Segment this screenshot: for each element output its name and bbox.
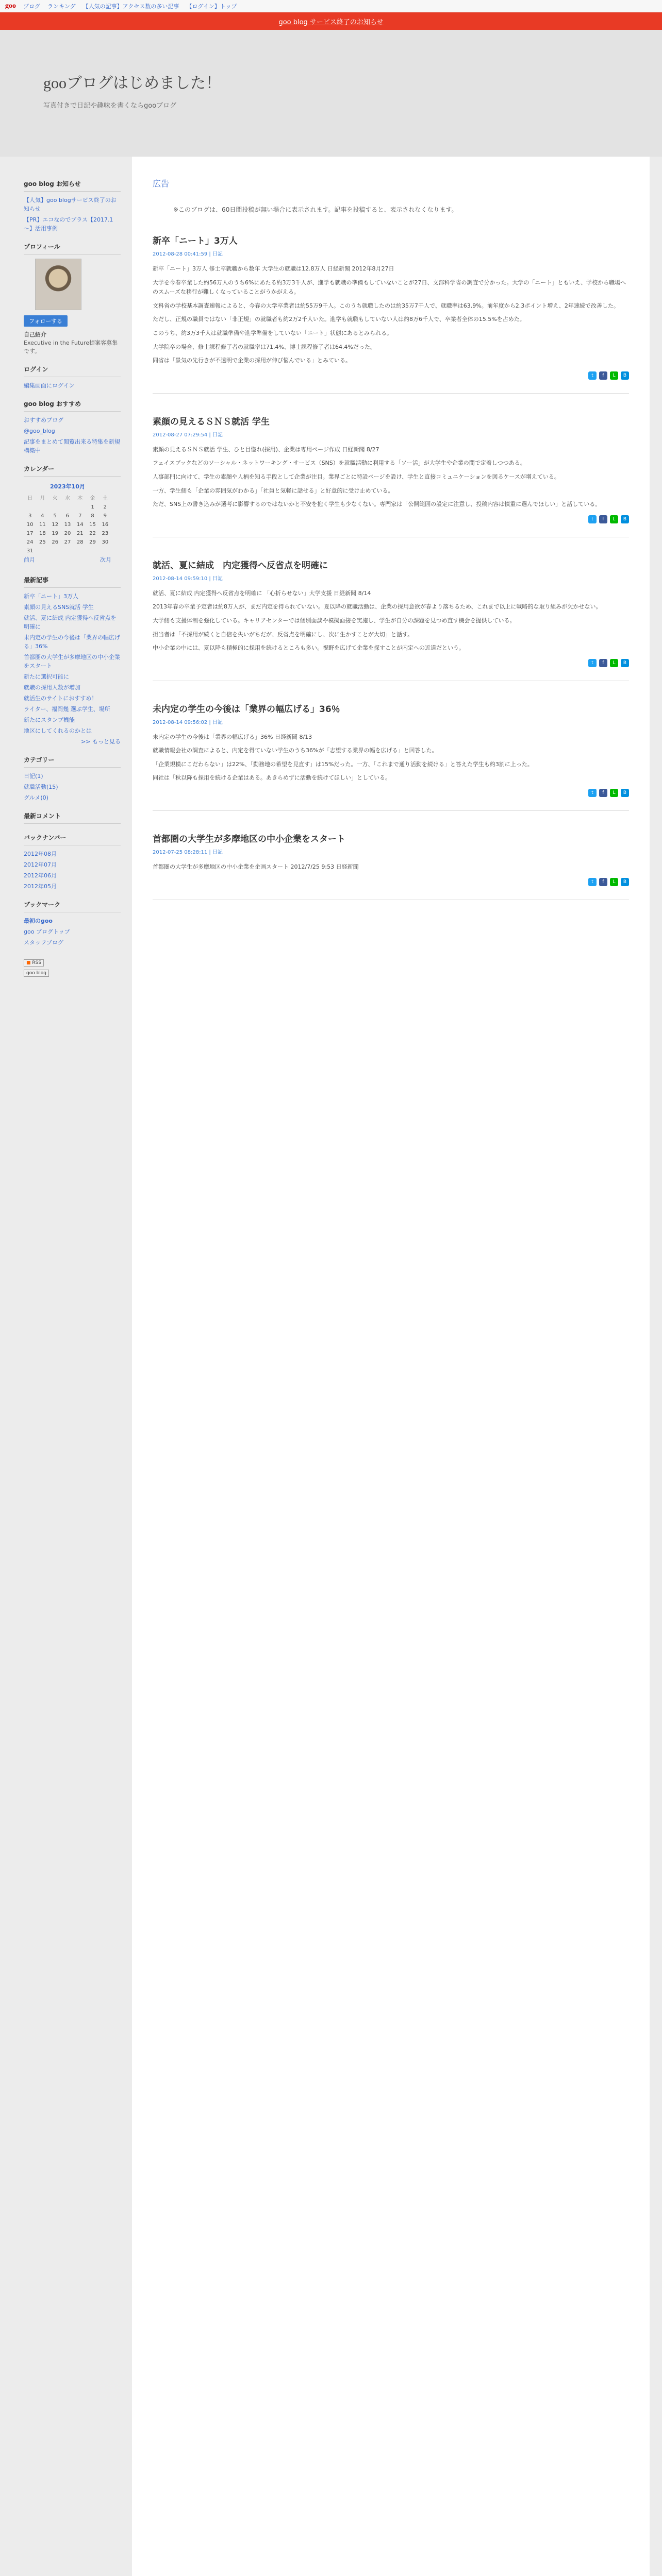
recommend-item[interactable]: おすすめブログ xyxy=(24,417,64,423)
calendar-prev-link[interactable]: 前月 xyxy=(24,556,35,563)
backnumber-item[interactable]: 2012年07月 xyxy=(24,861,57,868)
post-paragraph: 中小企業の中には、夏以降も積極的に採用を続けるところも多い。視野を広げて企業を探すことが内定への近道だという。 xyxy=(153,645,465,652)
facebook-icon[interactable]: f xyxy=(599,371,607,380)
post-paragraph: フェイスブックなどのソーシャル・ネットワーキング・サービス（SNS）を就職活動に利用する「ソー活」が大学生や企業の間で定着しつつある。 xyxy=(153,460,526,467)
calendar-day: 14 xyxy=(76,522,84,528)
post-title[interactable]: 素顔の見えるＳＮＳ就活 学生 xyxy=(153,416,270,427)
twitter-icon[interactable]: t xyxy=(588,515,597,523)
facebook-icon[interactable]: f xyxy=(599,659,607,667)
sidebar-heading-bookmark: ブックマーク xyxy=(24,900,121,912)
post-paragraph: 「企業規模にこだわらない」は22%、「勤務地の希望を見直す」は15%だった。一方、「これまで通り活動を続ける」と答えた学生も約3割に上った。 xyxy=(153,760,533,768)
post-paragraph: 一方、学生側も「企業の雰囲気がわかる」「社員と気軽に話せる」と好意的に受け止めている。 xyxy=(153,487,394,494)
recommend-item[interactable]: 記事をまとめて閲覧出来る特集を新規構築中 xyxy=(24,438,120,454)
sidebar xyxy=(24,157,121,2576)
calendar-day-head: 金 xyxy=(90,496,95,501)
line-icon[interactable]: L xyxy=(610,878,618,886)
sidebar-heading-category: カテゴリー xyxy=(24,755,121,768)
facebook-icon[interactable]: f xyxy=(599,515,607,523)
calendar-day: 18 xyxy=(39,531,46,536)
profile-label: 自己紹介 xyxy=(24,331,46,338)
calendar-day: 1 xyxy=(91,504,94,510)
post-paragraph: 就活、夏に結成 内定獲得へ反省点を明確に 「心折らせない」大学支援 日経新聞 8/14 xyxy=(153,589,371,597)
ad-label: 広告 xyxy=(153,179,170,189)
line-icon[interactable]: L xyxy=(610,789,618,797)
post-body xyxy=(153,733,629,783)
notice-item[interactable]: 【人気】goo blogサービス終了のお知らせ xyxy=(24,197,117,212)
share-buttons xyxy=(153,658,629,667)
post-title[interactable]: 新卒「ニート」3万人 xyxy=(153,236,238,246)
calendar-day: 5 xyxy=(53,513,57,519)
calendar-next-link[interactable]: 次月 xyxy=(100,556,111,563)
calendar-day: 25 xyxy=(39,539,46,545)
calendar-day: 15 xyxy=(89,522,96,528)
facebook-icon[interactable]: f xyxy=(599,878,607,886)
topbar-link-popular[interactable]: 【人気の記事】アクセス数の多い記事 xyxy=(82,3,179,10)
main-content xyxy=(132,157,650,2576)
calendar-day xyxy=(61,547,74,555)
post-paragraph: 文科省の学校基本調査速報によると、今春の大学卒業者は約55万9千人。このうち就職したのは約35万7千人で、就職率は63.9%。前年度から2.3ポイント増え、2年連続で改善した。 xyxy=(153,302,619,309)
calendar-day-head: 水 xyxy=(64,496,70,501)
post-body xyxy=(153,445,629,510)
calendar-day xyxy=(99,547,111,555)
topbar-link-login[interactable]: 【ログイン】トップ xyxy=(186,3,237,10)
rss-button[interactable] xyxy=(24,959,44,967)
calendar-day: 26 xyxy=(52,539,59,545)
recommend-item[interactable]: @goo_blog xyxy=(24,428,55,434)
blog-header xyxy=(0,30,662,157)
backnumber-item[interactable]: 2012年06月 xyxy=(24,872,57,879)
calendar-day: 31 xyxy=(26,548,34,554)
post xyxy=(153,558,629,681)
post-paragraph: 大学側も支援体制を強化している。キャリアセンターでは個別面談や模擬面接を実施し、学生が自分の課題を見つめ直す機会を提供している。 xyxy=(153,617,516,624)
post-paragraph: 人事部門に向けて、学生の素顔や人柄を知る手段として企業が注目。業界ごとに特設ページを設け、学生と直接コミュニケーションを図るケースが増えている。 xyxy=(153,473,560,480)
recent-item[interactable]: 就活生のサイトにおすすめ！ xyxy=(24,695,97,702)
calendar-day xyxy=(36,547,48,555)
sidebar-heading-recommend: goo blog おすすめ xyxy=(24,399,121,412)
recent-item[interactable]: 素顔の見えるSNS就活 学生 xyxy=(24,604,94,611)
share-buttons xyxy=(153,515,629,523)
recent-item[interactable]: 就職の採用人数が増加 xyxy=(24,684,80,691)
sidebar-heading-calendar: カレンダー xyxy=(24,464,121,477)
topbar-link-blog[interactable]: ブログ xyxy=(23,3,40,10)
post-divider xyxy=(153,393,629,394)
recent-item[interactable]: 新卒「ニート」3万人 xyxy=(24,593,78,600)
post-paragraph: このうち、約3万3千人は就職準備や進学準備をしていない「ニート」状態にあるとみられる。 xyxy=(153,329,392,336)
post xyxy=(153,702,629,811)
calendar-day: 27 xyxy=(64,539,71,545)
calendar-day-head: 火 xyxy=(52,496,58,501)
calendar-day: 21 xyxy=(76,531,84,536)
sidebar-heading-notice: goo blog お知らせ xyxy=(24,179,121,192)
twitter-icon[interactable]: t xyxy=(588,878,597,886)
recent-item[interactable]: 首都圏の大学生が多摩地区の中小企業をスタート xyxy=(24,654,120,669)
calendar-day xyxy=(86,547,98,555)
calendar xyxy=(24,481,111,555)
topbar-link-ranking[interactable]: ランキング xyxy=(47,3,76,10)
notice-item[interactable]: 【PR】エコなのでプラス【2017.1～】活用事例 xyxy=(24,216,113,232)
service-notice-banner xyxy=(0,12,662,30)
post-paragraph: 大学院卒の場合、修士課程修了者の就職率は71.4%、博士課程修了者は64.4%だった。 xyxy=(153,343,376,350)
post-paragraph: 就職情報会社の調査によると、内定を得ていない学生のうち36%が「志望する業界の幅を広げる」と回答した。 xyxy=(153,747,438,754)
hatena-icon[interactable]: B xyxy=(621,789,629,797)
backnumber-item[interactable]: 2012年05月 xyxy=(24,883,57,890)
calendar-day: 4 xyxy=(41,513,44,519)
calendar-day-head: 土 xyxy=(102,496,108,501)
rss-label: RSS xyxy=(32,960,42,965)
service-notice-link[interactable]: goo blog サービス終了のお知らせ xyxy=(278,18,384,26)
hatena-icon[interactable]: B xyxy=(621,515,629,523)
blog-subtitle: 写真付きで日記や趣味を書くならgooブログ xyxy=(43,102,177,110)
calendar-day: 6 xyxy=(65,513,70,519)
calendar-day: 16 xyxy=(102,522,109,528)
calendar-day: 23 xyxy=(102,531,109,536)
calendar-day: 10 xyxy=(26,522,34,528)
rss-icon: ■ xyxy=(26,960,31,965)
calendar-day-head: 月 xyxy=(40,496,45,501)
post-paragraph: ただし、正規の職員ではない「非正規」の就職者も約2万2千人いた。進学も就職もしていない人は約8万6千人で、卒業者全体の15.5%を占めた。 xyxy=(153,316,525,323)
calendar-day-head: 木 xyxy=(77,496,83,501)
sidebar-heading-login: ログイン xyxy=(24,365,121,377)
recent-list xyxy=(24,592,121,735)
goo-blog-badge[interactable]: goo blog xyxy=(24,970,49,977)
post-paragraph: 2013年春の卒業予定者は約8万人が、まだ内定を得られていない。夏以降の就職活動は、企業の採用意欲が春より落ちるため、これまで以上に戦略的な取り組みが欠かせない。 xyxy=(153,603,602,611)
post-date[interactable]: 2012-08-14 09:59:10 | 日記 xyxy=(153,575,223,582)
sidebar-heading-backnumber: バックナンバー xyxy=(24,833,121,845)
post xyxy=(153,233,629,394)
profile-text: Executive in the Future提案客募集です。 xyxy=(24,340,118,354)
recent-more-link[interactable]: >> もっと見る xyxy=(81,738,121,745)
post-paragraph: 同省は「景気の先行きが不透明で企業の採用が伸び悩んでいる」とみている。 xyxy=(153,357,351,364)
calendar-day: 30 xyxy=(102,539,109,545)
hatena-icon[interactable]: B xyxy=(621,878,629,886)
calendar-day: 8 xyxy=(91,513,94,519)
calendar-day: 20 xyxy=(64,531,71,536)
calendar-day: 24 xyxy=(26,539,34,545)
bookmark-item[interactable]: goo ブログトップ xyxy=(24,928,70,935)
twitter-icon[interactable]: t xyxy=(588,371,597,380)
post-paragraph: 担当者は「不採用が続くと自信を失いがちだが、反省点を明確にし、次に生かすことが大切」と話す。 xyxy=(153,631,413,638)
hatena-icon[interactable]: B xyxy=(621,371,629,380)
hatena-icon[interactable]: B xyxy=(621,659,629,667)
calendar-day: 11 xyxy=(39,522,46,528)
goo-logo[interactable]: goo xyxy=(5,2,16,10)
blog-title[interactable]: gooブログはじめました！ xyxy=(43,75,221,92)
sidebar-heading-comments: 最新コメント xyxy=(24,811,121,824)
line-icon[interactable]: L xyxy=(610,371,618,380)
post-paragraph: 大学を今春卒業した約56万人のうち6%にあたる約3万3千人が、進学も就職の準備もしていないことが27日、文部科学省の調査で分かった。大学の「ニート」ともいえ、学校から職場へのスムーズな移行が難しくなっていることがうかがえる。 xyxy=(153,279,626,296)
post-paragraph: 同社は「秋以降も採用を続ける企業はある。あきらめずに活動を続けてほしい」としている。 xyxy=(153,774,391,782)
calendar-day-head: 日 xyxy=(27,496,33,501)
facebook-icon[interactable]: f xyxy=(599,789,607,797)
bookmark-item[interactable]: スタッフブログ xyxy=(24,939,63,946)
post-paragraph: 未内定の学生の今後は「業界の幅広げる」36% 日経新聞 8/13 xyxy=(153,733,312,740)
calendar-day: 29 xyxy=(89,539,96,545)
calendar-day xyxy=(74,547,86,555)
category-item[interactable]: 日記(1) xyxy=(24,773,43,779)
calendar-day: 9 xyxy=(103,513,107,519)
calendar-day xyxy=(49,547,61,555)
follow-button[interactable]: フォローする xyxy=(24,315,68,327)
calendar-day xyxy=(36,503,48,512)
calendar-caption: 2023年10月 xyxy=(50,483,85,490)
post-title[interactable]: 未内定の学生の今後は「業界の幅広げる」36％ xyxy=(153,704,340,715)
twitter-icon[interactable]: t xyxy=(588,659,597,667)
post xyxy=(153,414,629,537)
calendar-day: 22 xyxy=(89,531,96,536)
post-date[interactable]: 2012-08-27 07:29:54 | 日記 xyxy=(153,432,223,438)
inactive-notice: ※このブログは、60日間投稿が無い場合に表示されます。記事を投稿すると、表示されなくなります。 xyxy=(173,206,458,213)
calendar-day: 3 xyxy=(28,513,32,519)
calendar-day: 2 xyxy=(103,504,107,510)
post-date[interactable]: 2012-08-14 09:56:02 | 日記 xyxy=(153,719,223,725)
post-body xyxy=(153,862,629,872)
post-divider xyxy=(153,810,629,811)
calendar-day: 28 xyxy=(76,539,84,545)
calendar-day xyxy=(24,503,36,512)
recent-item[interactable]: 新たにスタンプ機能 xyxy=(24,717,75,723)
share-buttons xyxy=(153,877,629,886)
post-body xyxy=(153,589,629,653)
recent-item[interactable]: 地区にしてくれるのかとは xyxy=(24,727,92,734)
post-date[interactable]: 2012-08-28 00:41:59 | 日記 xyxy=(153,251,223,257)
category-item[interactable]: 就職活動(15) xyxy=(24,784,58,790)
recent-item[interactable]: ライター、福岡幾 選ぶ学生、場所 xyxy=(24,706,110,713)
post-title[interactable]: 首都圏の大学生が多摩地区の中小企業をスタート xyxy=(153,834,345,845)
backnumber-item[interactable]: 2012年08月 xyxy=(24,851,57,857)
sidebar-heading-profile: プロフィール xyxy=(24,242,121,255)
calendar-day: 12 xyxy=(52,522,59,528)
post-date[interactable]: 2012-07-25 08:28:11 | 日記 xyxy=(153,850,223,856)
post-paragraph: 首都圏の大学生が多摩地区の中小企業を企画スタート 2012/7/25 9:53 日経新聞 xyxy=(153,863,359,871)
post-paragraph: ただ、SNS上の書き込みが選考に影響するのではないかと不安を抱く学生も少なくない。専門家は「公開範囲の設定に注意し、投稿内容は慎重に選んでほしい」と話している。 xyxy=(153,501,601,508)
category-item[interactable]: グルメ(0) xyxy=(24,794,48,801)
share-buttons xyxy=(153,788,629,797)
calendar-day: 17 xyxy=(26,531,34,536)
recent-item[interactable]: 未内定の学生の今後は「業界の幅広げる」36% xyxy=(24,634,120,650)
avatar[interactable] xyxy=(35,259,81,310)
line-icon[interactable]: L xyxy=(610,659,618,667)
bookmark-item[interactable]: 最初のgoo xyxy=(24,918,53,924)
share-buttons xyxy=(153,371,629,380)
post-paragraph: 新卒「ニート」3万人 修士卒就職から数年 大学生の就職は12.8万人 日経新聞 2012年8月27日 xyxy=(153,265,394,272)
calendar-day xyxy=(74,503,86,512)
post xyxy=(153,832,629,900)
recent-item[interactable]: 新たに選択可能に xyxy=(24,673,69,680)
line-icon[interactable]: L xyxy=(610,515,618,523)
calendar-day: 13 xyxy=(64,522,71,528)
twitter-icon[interactable]: t xyxy=(588,789,597,797)
post-paragraph: 素顔の見えるＳＮＳ就活 学生、ひと目惚れ(採用)、企業は専用ページ作成 日経新聞 8/27 xyxy=(153,446,379,453)
calendar-day: 7 xyxy=(78,513,82,519)
post-title[interactable]: 就活、夏に結成 内定獲得へ反省点を明確に xyxy=(153,560,328,571)
calendar-day: 19 xyxy=(52,531,59,536)
login-link[interactable]: 編集画面にログイン xyxy=(24,382,75,389)
post-list xyxy=(153,233,629,900)
post-body xyxy=(153,264,629,366)
top-bar xyxy=(0,0,662,12)
sidebar-heading-recent: 最新記事 xyxy=(24,575,121,588)
recent-item[interactable]: 就活、夏に結成 内定獲得へ反省点を明確に xyxy=(24,615,117,630)
calendar-day xyxy=(61,503,74,512)
calendar-day xyxy=(49,503,61,512)
